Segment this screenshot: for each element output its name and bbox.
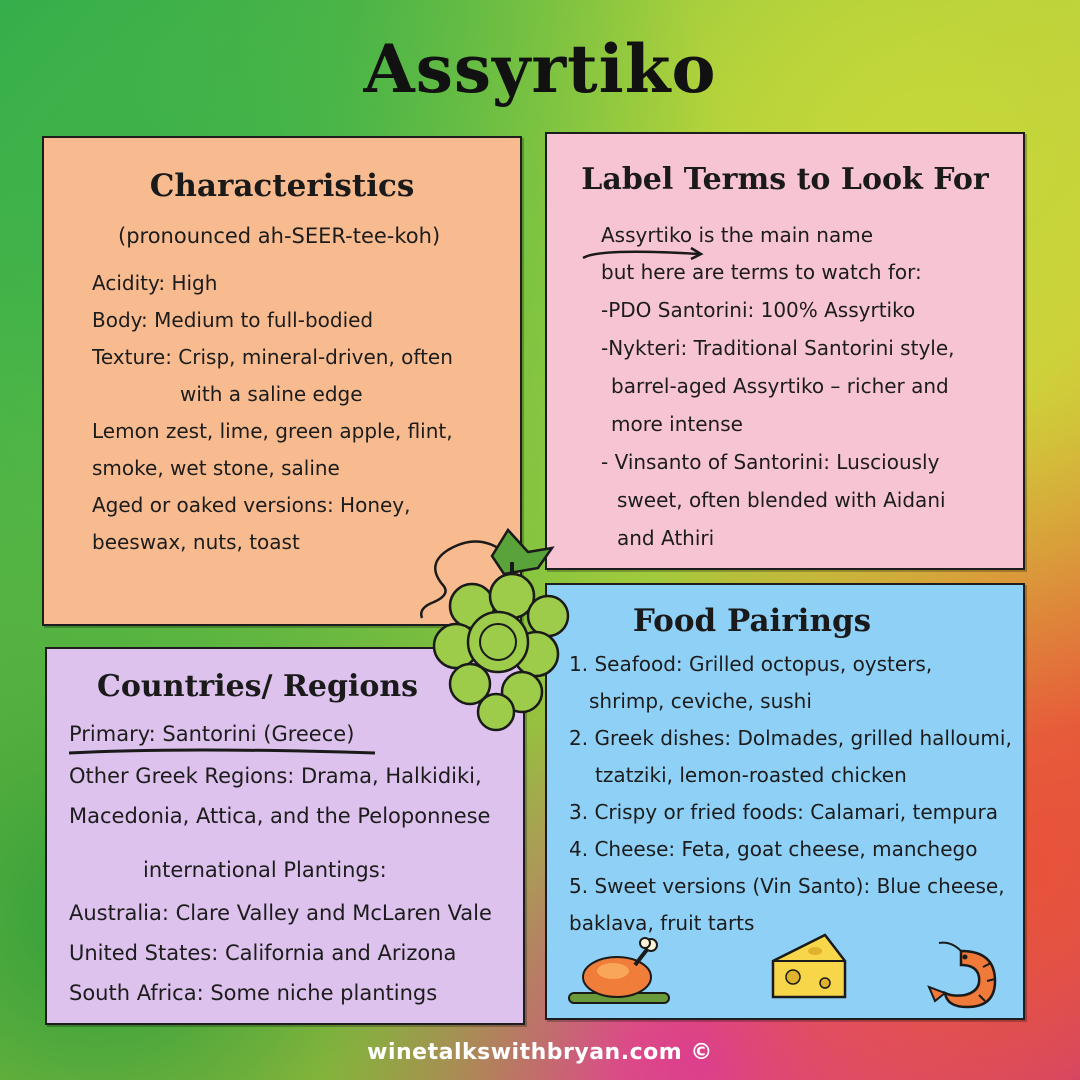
cheese-icon xyxy=(769,931,849,1003)
regions-primary: Primary: Santorini (Greece) xyxy=(69,722,355,746)
char-line: Acidity: High xyxy=(92,271,218,295)
label-line: but here are terms to watch for: xyxy=(601,260,922,284)
label-line: -PDO Santorini: 100% Assyrtiko xyxy=(601,298,916,322)
label-line: barrel-aged Assyrtiko – richer and xyxy=(611,374,949,398)
page-title: Assyrtiko xyxy=(363,30,717,108)
food-line: baklava, fruit tarts xyxy=(569,911,755,935)
regions-line: Other Greek Regions: Drama, Halkidiki, xyxy=(69,764,482,788)
food-line: 5. Sweet versions (Vin Santo): Blue cheese, xyxy=(569,874,1005,898)
label-intro-rest: is the main name xyxy=(692,223,874,247)
char-line: beeswax, nuts, toast xyxy=(92,530,300,554)
char-line: smoke, wet stone, saline xyxy=(92,456,340,480)
food-line: shrimp, ceviche, sushi xyxy=(589,689,812,713)
underline-icon xyxy=(65,745,385,759)
regions-line: Australia: Clare Valley and McLaren Vale xyxy=(69,901,492,925)
label-line: sweet, often blended with Aidani xyxy=(617,488,946,512)
roast-chicken-icon xyxy=(565,935,673,1011)
label-intro-highlight: Assyrtiko xyxy=(601,223,693,247)
regions-heading: Countries/ Regions xyxy=(97,669,419,704)
intl-heading: international Plantings: xyxy=(143,858,387,882)
regions-line: South Africa: Some niche plantings xyxy=(69,981,438,1005)
pronunciation: (pronounced ah-SEER-tee-koh) xyxy=(118,224,441,248)
grape-icon xyxy=(408,522,576,734)
label-terms-panel xyxy=(545,132,1025,570)
label-terms-heading: Label Terms to Look For xyxy=(581,162,989,197)
char-line: Aged or oaked versions: Honey, xyxy=(92,493,411,517)
label-line: more intense xyxy=(611,412,743,436)
label-line: and Athiri xyxy=(617,526,715,550)
food-heading: Food Pairings xyxy=(632,603,872,639)
food-line: tzatziki, lemon-roasted chicken xyxy=(595,763,907,787)
footer-credit: winetalkswithbryan.com © xyxy=(367,1040,713,1065)
characteristics-heading: Characteristics xyxy=(149,168,415,204)
regions-line: Macedonia, Attica, and the Peloponnese xyxy=(69,804,491,828)
shrimp-icon xyxy=(921,937,1003,1013)
food-line: 4. Cheese: Feta, goat cheese, manchego xyxy=(569,837,978,861)
regions-line: United States: California and Arizona xyxy=(69,941,457,965)
label-line: -Nykteri: Traditional Santorini style, xyxy=(601,336,955,360)
food-line: 3. Crispy or fried foods: Calamari, tempura xyxy=(569,800,998,824)
char-line: with a saline edge xyxy=(180,382,363,406)
char-line: Lemon zest, lime, green apple, flint, xyxy=(92,419,453,443)
char-line: Body: Medium to full-bodied xyxy=(92,308,374,332)
food-line: 2. Greek dishes: Dolmades, grilled halloumi, xyxy=(569,726,1012,750)
char-line: Texture: Crisp, mineral-driven, often xyxy=(92,345,453,369)
food-line: 1. Seafood: Grilled octopus, oysters, xyxy=(569,652,933,676)
food-pairings-panel xyxy=(545,583,1025,1020)
label-line: - Vinsanto of Santorini: Lusciously xyxy=(601,450,940,474)
